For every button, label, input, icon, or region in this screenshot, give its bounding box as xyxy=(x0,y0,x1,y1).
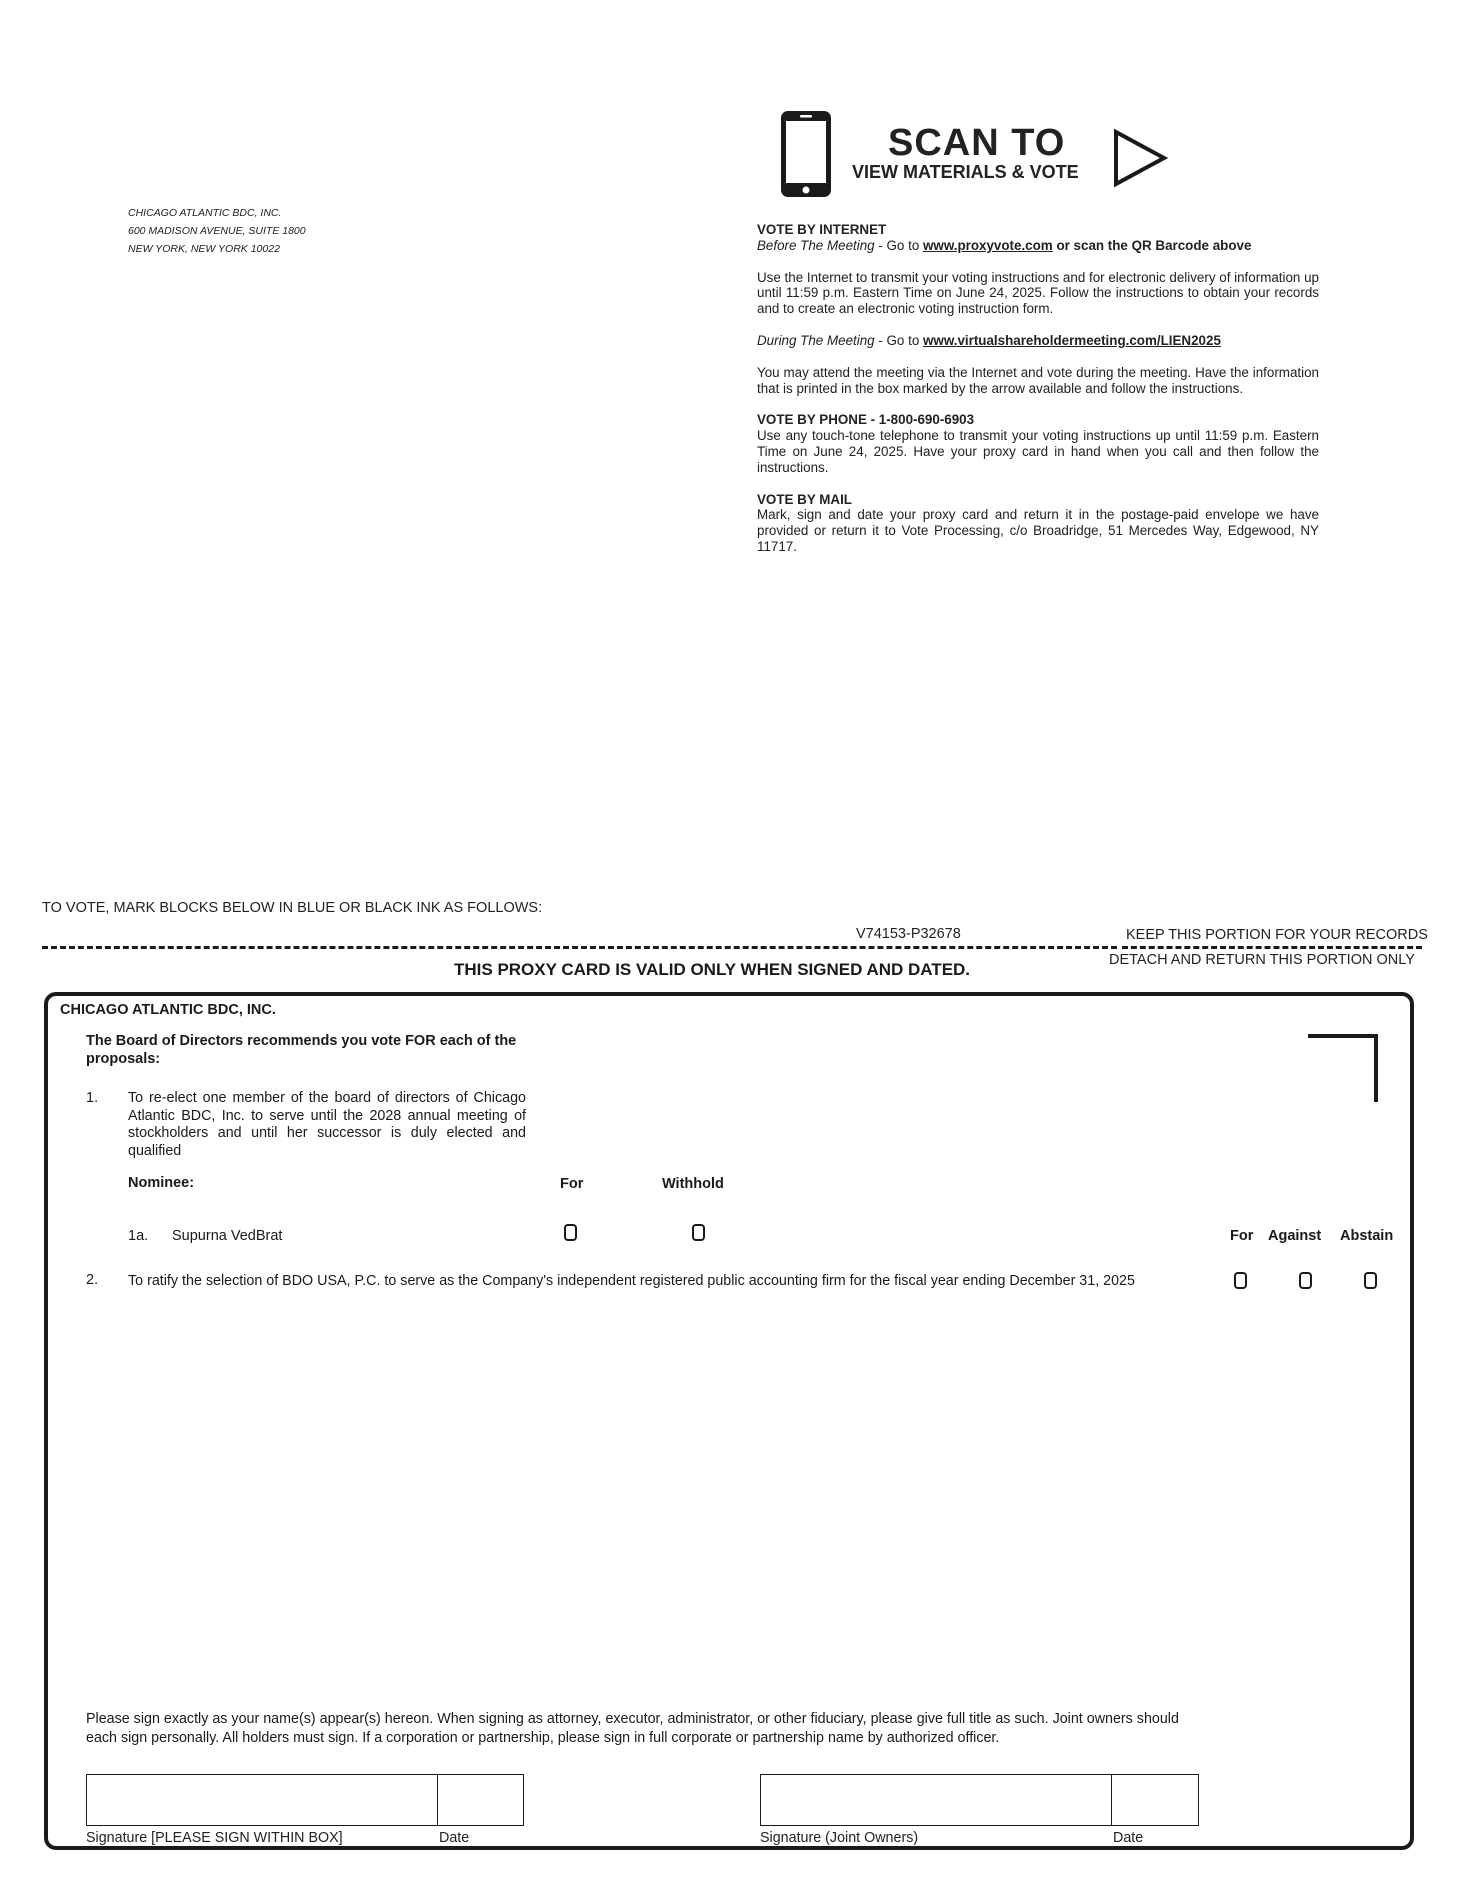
signature-label: Signature [PLEASE SIGN WITHIN BOX] xyxy=(86,1830,343,1846)
nominee-withhold-checkbox[interactable] xyxy=(692,1224,705,1241)
withhold-column-header: Withhold xyxy=(662,1176,724,1192)
nominee-name: Supurna VedBrat xyxy=(172,1228,283,1244)
smartphone-icon xyxy=(778,108,834,200)
vote-mail-heading: VOTE BY MAIL xyxy=(757,491,852,507)
date-label: Date xyxy=(439,1830,470,1846)
joint-signature-box[interactable] xyxy=(760,1774,1112,1826)
scan-title: SCAN TO xyxy=(888,122,1066,164)
address-street: 600 MADISON AVENUE, SUITE 1800 xyxy=(128,225,306,237)
joint-date-box[interactable] xyxy=(1111,1774,1199,1826)
proposal2-text: To ratify the selection of BDO USA, P.C. to serve as the Company's independent registered public accounting firm for the fiscal year ending December 31, 2025 xyxy=(128,1273,1135,1289)
scan-subtitle: VIEW MATERIALS & VOTE xyxy=(852,162,1079,182)
signature-box[interactable] xyxy=(86,1774,438,1826)
before-after-text: or scan the QR Barcode above xyxy=(1052,237,1252,253)
detach-line xyxy=(42,946,1117,949)
proxyvote-link[interactable]: www.proxyvote.com xyxy=(922,237,1053,253)
before-meeting-line xyxy=(757,238,1319,254)
proposal2-against-header: Against xyxy=(1268,1228,1322,1244)
joint-date-label: Date xyxy=(1113,1830,1144,1846)
during-meeting-label: During The Meeting xyxy=(757,332,875,348)
during-goto: - Go to xyxy=(874,332,923,348)
company-address xyxy=(128,204,306,258)
proposal2-number: 2. xyxy=(86,1272,99,1288)
valid-notice: THIS PROXY CARD IS VALID ONLY WHEN SIGNED AND DATED. xyxy=(454,960,971,979)
detach-portion-label: DETACH AND RETURN THIS PORTION ONLY xyxy=(1109,952,1415,968)
corner-mark xyxy=(1308,1034,1378,1102)
detach-line-right xyxy=(1122,946,1422,949)
nominee-header: Nominee: xyxy=(128,1175,195,1191)
mail-text: Mark, sign and date your proxy card and return it in the postage-paid envelope we have provided or return it to Vote Processing, c/o Broadridge, 51 Mercedes Way, Edgewood, NY 11717. xyxy=(757,507,1319,554)
phone-text: Use any touch-tone telephone to transmit your voting instructions up until 11:59 p.m. Eastern Time on June 24, 2025. Have your proxy card in hand when you call and then follow the instructions. xyxy=(757,428,1319,475)
card-company-name: CHICAGO ATLANTIC BDC, INC. xyxy=(60,1002,276,1018)
virtual-meeting-link[interactable]: www.virtualshareholdermeeting.com/LIEN2025 xyxy=(922,332,1221,348)
voting-instructions xyxy=(757,222,1319,555)
mark-instruction: TO VOTE, MARK BLOCKS BELOW IN BLUE OR BLACK INK AS FOLLOWS: xyxy=(42,900,543,916)
address-company-name: CHICAGO ATLANTIC BDC, INC. xyxy=(128,207,282,219)
during-text: You may attend the meeting via the Internet and vote during the meeting. Have the information that is printed in the box marked by the arrow available and follow the instructions. xyxy=(757,364,1319,396)
before-goto: - Go to xyxy=(874,237,923,253)
proposal1-number: 1. xyxy=(86,1090,99,1106)
for-column-header: For xyxy=(560,1176,584,1192)
vote-phone-heading: VOTE BY PHONE - 1-800-690-6903 xyxy=(757,412,975,428)
control-number: V74153-P32678 xyxy=(852,926,965,942)
during-meeting-line xyxy=(757,333,1319,349)
proposal2-for-checkbox[interactable] xyxy=(1234,1272,1247,1289)
board-recommendation: The Board of Directors recommends you vote FOR each of the proposals: xyxy=(86,1033,517,1067)
proposal2-abstain-checkbox[interactable] xyxy=(1364,1272,1377,1289)
proposal2-for-header: For xyxy=(1230,1228,1254,1244)
proposal1-text: To re-elect one member of the board of directors of Chicago Atlantic BDC, Inc. to serve until the 2028 annual meeting of stockholders and until her successor is duly elected and qualified xyxy=(128,1090,526,1159)
sign-instructions: Please sign exactly as your name(s) appear(s) hereon. When signing as attorney, executor, administrator, or other fiduciary, please give full title as such. Joint owners should each sign personally. All holders must sign. If a corporation or partnership, please sign in full corporate or partnership name by authorized officer. xyxy=(86,1711,1179,1746)
before-meeting-label: Before The Meeting xyxy=(757,237,875,253)
joint-signature-label: Signature (Joint Owners) xyxy=(760,1830,919,1846)
proposal2-abstain-header: Abstain xyxy=(1340,1228,1394,1244)
date-box[interactable] xyxy=(437,1774,524,1826)
address-city: NEW YORK, NEW YORK 10022 xyxy=(128,243,280,255)
nominee-for-checkbox[interactable] xyxy=(564,1224,577,1241)
vote-internet-heading: VOTE BY INTERNET xyxy=(757,222,887,237)
play-arrow-icon xyxy=(1112,128,1168,188)
keep-portion-label: KEEP THIS PORTION FOR YOUR RECORDS xyxy=(1126,927,1428,943)
internet-text: Use the Internet to transmit your voting instructions and for electronic delivery of information up until 11:59 p.m. Eastern Time on June 24, 2025. Follow the instructions to obtain your records and to create an electronic voting instruction form. xyxy=(757,269,1319,317)
proposal2-against-checkbox[interactable] xyxy=(1299,1272,1312,1289)
nominee-number: 1a. xyxy=(128,1228,149,1244)
